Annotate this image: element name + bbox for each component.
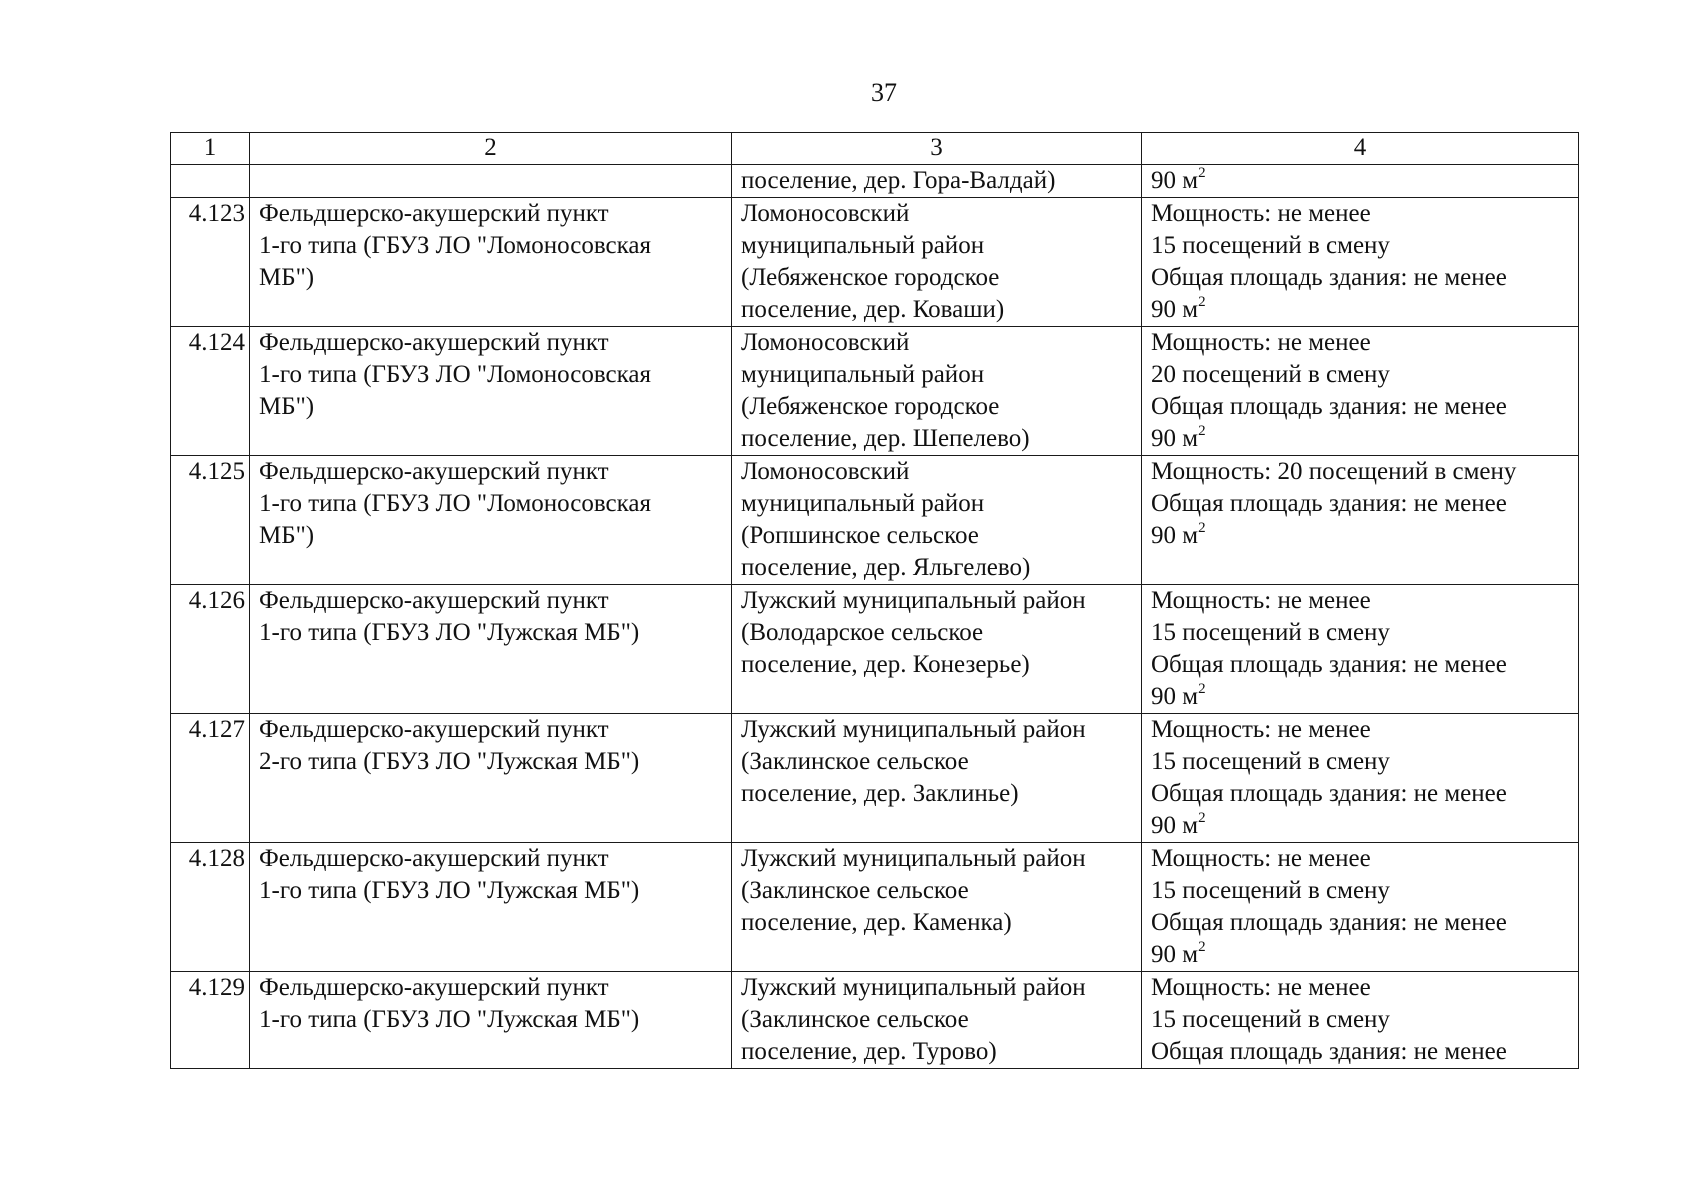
area-exponent: 2 (1198, 520, 1206, 536)
cell-number: 4.129 (171, 972, 250, 1069)
spec-line: Мощность: не менее (1151, 329, 1371, 356)
spec-line: Мощность: не менее (1151, 974, 1371, 1001)
spec-line: Мощность: не менее (1151, 845, 1371, 872)
cell-facility-name: Фельдшерско-акушерский пункт 1-го типа (ГБУЗ ЛО "Лужская МБ") (250, 843, 732, 972)
table-row (171, 327, 1579, 456)
area-line (1151, 520, 1569, 552)
table-row (171, 843, 1579, 972)
area-line (1151, 294, 1569, 326)
spec-line: Общая площадь здания: не менее (1151, 393, 1507, 420)
spec-line: 15 посещений в смену (1151, 748, 1390, 775)
facilities-table (170, 132, 1579, 1069)
spec-line: Общая площадь здания: не менее (1151, 490, 1507, 517)
cell-location: Ломоносовский муниципальный район (Лебяженское городское поселение, дер. Коваши) (732, 198, 1142, 327)
cell-facility-name: Фельдшерско-акушерский пункт 1-го типа (ГБУЗ ЛО "Ломоносовская МБ") (250, 327, 732, 456)
spec-line: Общая площадь здания: не менее (1151, 909, 1507, 936)
cell-facility-name: Фельдшерско-акушерский пункт 2-го типа (ГБУЗ ЛО "Лужская МБ") (250, 714, 732, 843)
cell-number (171, 165, 250, 198)
spec-line: Мощность: не менее (1151, 200, 1371, 227)
cell-location: поселение, дер. Гора-Валдай) (732, 165, 1142, 198)
cell-location: Лужский муниципальный район (Заклинское сельское поселение, дер. Заклинье) (732, 714, 1142, 843)
cell-specs (1142, 456, 1579, 585)
spec-line: 15 посещений в смену (1151, 619, 1390, 646)
spec-line: 15 посещений в смену (1151, 877, 1390, 904)
header-col-2: 2 (250, 133, 732, 165)
cell-facility-name: Фельдшерско-акушерский пункт 1-го типа (ГБУЗ ЛО "Лужская МБ") (250, 585, 732, 714)
cell-facility-name: Фельдшерско-акушерский пункт 1-го типа (ГБУЗ ЛО "Ломоносовская МБ") (250, 198, 732, 327)
area-value: 90 м (1151, 941, 1199, 968)
table-row (171, 972, 1579, 1069)
cell-specs (1142, 843, 1579, 972)
header-col-3: 3 (732, 133, 1142, 165)
page-number: 37 (871, 78, 897, 107)
cell-number: 4.123 (171, 198, 250, 327)
area-exponent: 2 (1198, 165, 1206, 181)
area-value: 90 м (1151, 296, 1199, 323)
spec-line: Общая площадь здания: не менее (1151, 651, 1507, 678)
area-line (1151, 423, 1569, 455)
table-header-row (171, 133, 1579, 165)
table-row (171, 585, 1579, 714)
area-value: 90 м (1151, 425, 1199, 452)
spec-line: Общая площадь здания: не менее (1151, 264, 1507, 291)
area-value: 90 м (1151, 522, 1199, 549)
area-value: 90 м (1151, 683, 1199, 710)
cell-facility-name (250, 165, 732, 198)
area-value: 90 м (1151, 167, 1199, 194)
area-exponent: 2 (1198, 810, 1206, 826)
cell-facility-name: Фельдшерско-акушерский пункт 1-го типа (ГБУЗ ЛО "Лужская МБ") (250, 972, 732, 1069)
cell-location: Лужский муниципальный район (Володарское сельское поселение, дер. Конезерье) (732, 585, 1142, 714)
spec-line: Общая площадь здания: не менее (1151, 780, 1507, 807)
cell-specs (1142, 198, 1579, 327)
cell-facility-name: Фельдшерско-акушерский пункт 1-го типа (ГБУЗ ЛО "Ломоносовская МБ") (250, 456, 732, 585)
cell-specs (1142, 585, 1579, 714)
spec-line: 15 посещений в смену (1151, 1006, 1390, 1033)
area-line (1151, 165, 1569, 197)
cell-location: Ломоносовский муниципальный район (Ропшинское сельское поселение, дер. Яльгелево) (732, 456, 1142, 585)
area-exponent: 2 (1198, 423, 1206, 439)
area-exponent: 2 (1198, 681, 1206, 697)
cell-specs (1142, 714, 1579, 843)
table-body (171, 133, 1579, 1069)
cell-location: Лужский муниципальный район (Заклинское сельское поселение, дер. Турово) (732, 972, 1142, 1069)
area-line (1151, 681, 1569, 713)
header-col-1: 1 (171, 133, 250, 165)
cell-number: 4.128 (171, 843, 250, 972)
area-line (1151, 810, 1569, 842)
spec-line: Общая площадь здания: не менее (1151, 1038, 1507, 1065)
cell-number: 4.124 (171, 327, 250, 456)
table-row (171, 198, 1579, 327)
spec-line: 20 посещений в смену (1151, 361, 1390, 388)
area-exponent: 2 (1198, 294, 1206, 310)
cell-number: 4.127 (171, 714, 250, 843)
area-exponent: 2 (1198, 939, 1206, 955)
cell-specs (1142, 972, 1579, 1069)
cell-location: Ломоносовский муниципальный район (Лебяженское городское поселение, дер. Шепелево) (732, 327, 1142, 456)
area-line (1151, 939, 1569, 971)
cell-specs (1142, 327, 1579, 456)
spec-line: Мощность: 20 посещений в смену (1151, 458, 1517, 485)
cell-specs (1142, 165, 1579, 198)
cell-location: Лужский муниципальный район (Заклинское сельское поселение, дер. Каменка) (732, 843, 1142, 972)
cell-number: 4.126 (171, 585, 250, 714)
spec-line: Мощность: не менее (1151, 716, 1371, 743)
table-row (171, 714, 1579, 843)
header-col-4: 4 (1142, 133, 1579, 165)
spec-line: 15 посещений в смену (1151, 232, 1390, 259)
cell-number: 4.125 (171, 456, 250, 585)
table-row-continuation (171, 165, 1579, 198)
table-row (171, 456, 1579, 585)
area-value: 90 м (1151, 812, 1199, 839)
spec-line: Мощность: не менее (1151, 587, 1371, 614)
